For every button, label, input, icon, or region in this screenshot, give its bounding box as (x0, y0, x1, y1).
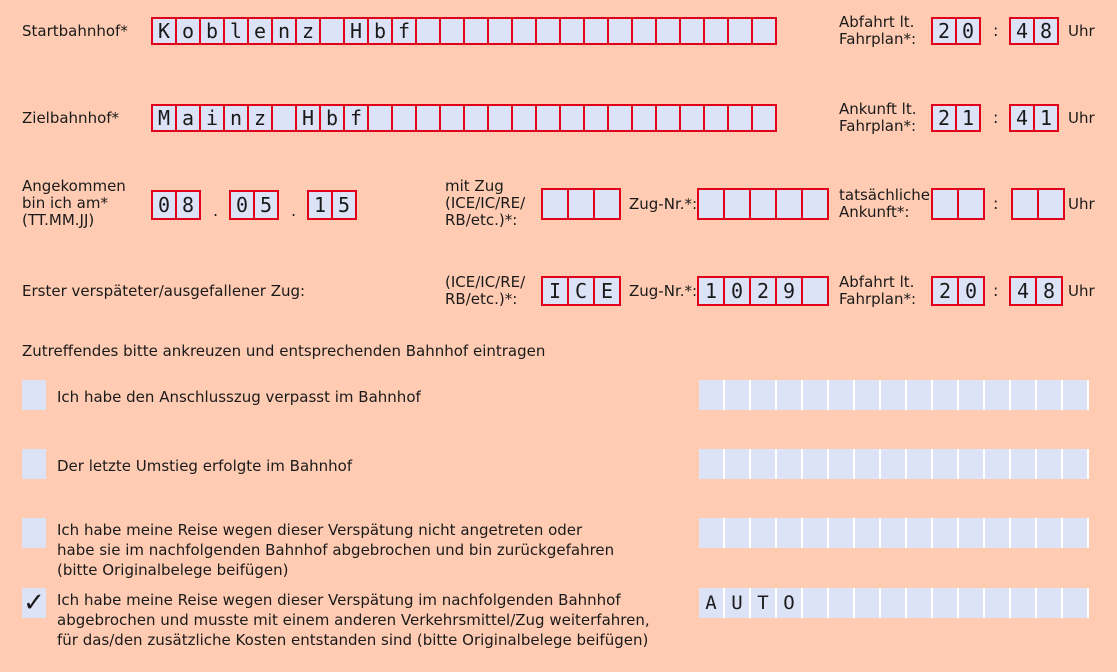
char-cell[interactable]: 0 (955, 17, 981, 45)
destination-arrival-label (839, 101, 917, 135)
char-cell[interactable] (829, 588, 855, 618)
option-checkbox[interactable]: ✓ (23, 588, 45, 618)
destination-arrival-label-line2: Fahrplan*: (839, 117, 917, 135)
char-cell[interactable] (271, 104, 297, 132)
char-cell[interactable] (803, 518, 829, 548)
char-cell[interactable] (855, 518, 881, 548)
char-cell[interactable] (1011, 588, 1037, 618)
char-cell[interactable]: I (541, 276, 569, 306)
char-cell[interactable] (439, 17, 465, 45)
char-cell[interactable]: e (247, 17, 273, 45)
char-cell[interactable] (985, 380, 1011, 410)
actual-arrival-label-line2: Ankunft*: (839, 203, 910, 221)
option-text (57, 590, 650, 650)
char-cell[interactable] (607, 104, 633, 132)
arrival-train-type-input[interactable] (541, 188, 619, 220)
char-cell[interactable] (749, 188, 777, 220)
char-cell[interactable] (679, 104, 705, 132)
arrival-train-type-label-line2: (ICE/IC/RE/ (445, 194, 526, 212)
start-departure-label (839, 14, 916, 48)
char-cell[interactable] (1011, 380, 1037, 410)
char-cell[interactable] (803, 380, 829, 410)
char-cell[interactable]: T (751, 588, 777, 618)
arrival-train-type-label-line3: RB/etc.)*: (445, 211, 518, 229)
char-cell[interactable]: 0 (151, 190, 177, 220)
char-cell[interactable] (959, 518, 985, 548)
option-checkbox[interactable] (22, 380, 46, 410)
start-departure-label-line2: Fahrplan*: (839, 30, 917, 48)
char-cell[interactable]: n (271, 17, 297, 45)
arrival-date-label-line2: bin ich am* (22, 194, 108, 212)
char-cell[interactable] (559, 17, 585, 45)
char-cell[interactable]: f (391, 17, 417, 45)
char-cell[interactable] (803, 449, 829, 479)
char-cell[interactable] (907, 380, 933, 410)
char-cell[interactable] (801, 188, 829, 220)
first-delayed-number-input[interactable] (697, 276, 827, 306)
arrival-train-type-label-line1: mit Zug (445, 177, 504, 195)
char-cell[interactable]: z (295, 17, 321, 45)
char-cell[interactable] (631, 104, 657, 132)
destination-arrival-hour[interactable] (931, 104, 979, 132)
char-cell[interactable] (583, 17, 609, 45)
char-cell[interactable] (463, 17, 489, 45)
char-cell[interactable]: 1 (307, 190, 333, 220)
char-cell[interactable] (751, 104, 777, 132)
char-cell[interactable] (679, 17, 705, 45)
date-dot: . (291, 201, 297, 220)
char-cell[interactable] (1037, 518, 1063, 548)
first-delayed-train-label: Erster verspäteter/ausgefallener Zug: (22, 282, 306, 300)
option-station-input[interactable] (699, 380, 1089, 410)
char-cell[interactable] (607, 17, 633, 45)
char-cell[interactable] (985, 449, 1011, 479)
char-cell[interactable]: E (593, 276, 621, 306)
option-text-line: habe sie im nachfolgenden Bahnhof abgebrochen und bin zurückgefahren (57, 541, 615, 559)
char-cell[interactable]: M (151, 104, 177, 132)
arrival-month-input[interactable] (229, 190, 277, 220)
first-delayed-type-input[interactable] (541, 276, 619, 306)
char-cell[interactable]: 5 (253, 190, 279, 220)
uhr-label: Uhr (1068, 109, 1095, 127)
char-cell[interactable]: O (777, 588, 803, 618)
char-cell[interactable] (415, 17, 441, 45)
char-cell[interactable] (855, 449, 881, 479)
char-cell[interactable] (511, 17, 537, 45)
option-station-input[interactable] (699, 449, 1089, 479)
option-station-input[interactable] (699, 518, 1089, 548)
char-cell[interactable]: C (567, 276, 595, 306)
first-delayed-departure-label-line1: Abfahrt lt. (839, 273, 915, 291)
first-delayed-number-label: Zug-Nr.*: (629, 282, 698, 300)
char-cell[interactable] (487, 17, 513, 45)
char-cell[interactable] (1037, 588, 1063, 618)
char-cell[interactable] (959, 588, 985, 618)
char-cell[interactable]: f (343, 104, 369, 132)
char-cell[interactable] (699, 449, 725, 479)
char-cell[interactable] (727, 17, 753, 45)
actual-arrival-label-line1: tatsächliche (839, 186, 931, 204)
option-text-line: (bitte Originalbelege beifügen) (57, 561, 289, 579)
char-cell[interactable] (751, 518, 777, 548)
char-cell[interactable] (631, 17, 657, 45)
char-cell[interactable] (855, 588, 881, 618)
char-cell[interactable]: 4 (1009, 104, 1035, 132)
char-cell[interactable] (463, 104, 489, 132)
char-cell[interactable] (829, 380, 855, 410)
time-separator: : (993, 281, 999, 300)
char-cell[interactable]: z (247, 104, 273, 132)
actual-arrival-label (839, 187, 930, 221)
char-cell[interactable]: 4 (1009, 276, 1037, 306)
arrival-train-number-input[interactable] (697, 188, 827, 220)
start-station-input[interactable] (151, 17, 775, 45)
char-cell[interactable] (985, 518, 1011, 548)
char-cell[interactable] (907, 518, 933, 548)
char-cell[interactable]: A (699, 588, 725, 618)
char-cell[interactable] (957, 188, 985, 220)
char-cell[interactable]: a (175, 104, 201, 132)
char-cell[interactable]: 8 (1035, 276, 1063, 306)
char-cell[interactable] (881, 380, 907, 410)
char-cell[interactable]: 8 (1033, 17, 1059, 45)
option-text-line: für das/den zusätzliche Kosten entstanden sind (bitte Originalbelege beifügen) (57, 631, 649, 649)
arrival-train-type-label (445, 178, 525, 229)
char-cell[interactable] (725, 449, 751, 479)
char-cell[interactable] (511, 104, 537, 132)
char-cell[interactable]: 1 (955, 104, 981, 132)
arrival-date-label-line3: (TT.MM.JJ) (22, 211, 95, 229)
char-cell[interactable] (931, 188, 959, 220)
char-cell[interactable] (1037, 380, 1063, 410)
actual-arrival-minute[interactable] (1011, 188, 1063, 220)
char-cell[interactable] (777, 380, 803, 410)
actual-arrival-hour[interactable] (931, 188, 983, 220)
char-cell[interactable] (699, 380, 725, 410)
option-text (57, 456, 352, 476)
char-cell[interactable]: 4 (1009, 17, 1035, 45)
char-cell[interactable] (881, 518, 907, 548)
char-cell[interactable]: b (199, 17, 225, 45)
uhr-label: Uhr (1068, 195, 1095, 213)
char-cell[interactable] (933, 449, 959, 479)
time-separator: : (993, 21, 999, 40)
first-delayed-type-label (445, 274, 525, 308)
destination-arrival-minute[interactable] (1009, 104, 1057, 132)
first-delayed-type-label-line1: (ICE/IC/RE/ (445, 273, 526, 291)
char-cell[interactable]: 2 (931, 17, 957, 45)
char-cell[interactable]: 5 (331, 190, 357, 220)
char-cell[interactable] (881, 449, 907, 479)
char-cell[interactable] (487, 104, 513, 132)
first-delayed-departure-minute[interactable] (1009, 276, 1061, 306)
char-cell[interactable] (535, 104, 561, 132)
char-cell[interactable] (751, 17, 777, 45)
time-separator: : (993, 108, 999, 127)
char-cell[interactable] (751, 380, 777, 410)
char-cell[interactable] (655, 104, 681, 132)
char-cell[interactable] (907, 588, 933, 618)
char-cell[interactable] (855, 380, 881, 410)
char-cell[interactable]: 8 (175, 190, 201, 220)
char-cell[interactable]: K (151, 17, 177, 45)
char-cell[interactable]: U (725, 588, 751, 618)
char-cell[interactable] (829, 449, 855, 479)
char-cell[interactable] (933, 380, 959, 410)
char-cell[interactable] (725, 518, 751, 548)
option-text-line: Der letzte Umstieg erfolgte im Bahnhof (57, 457, 353, 475)
option-text (57, 520, 614, 580)
char-cell[interactable] (541, 188, 569, 220)
option-text-line: abgebrochen und musste mit einem anderen Verkehrsmittel/Zug weiterfahren, (57, 611, 650, 629)
char-cell[interactable] (567, 188, 595, 220)
char-cell[interactable]: n (223, 104, 249, 132)
char-cell[interactable] (1011, 518, 1037, 548)
char-cell[interactable] (439, 104, 465, 132)
char-cell[interactable] (933, 518, 959, 548)
char-cell[interactable] (1011, 449, 1037, 479)
char-cell[interactable] (583, 104, 609, 132)
char-cell[interactable] (703, 17, 729, 45)
char-cell[interactable] (723, 188, 751, 220)
char-cell[interactable] (907, 449, 933, 479)
char-cell[interactable] (803, 588, 829, 618)
uhr-label: Uhr (1068, 22, 1095, 40)
char-cell[interactable] (699, 518, 725, 548)
char-cell[interactable]: b (319, 104, 345, 132)
char-cell[interactable] (1063, 588, 1089, 618)
char-cell[interactable] (751, 449, 777, 479)
first-delayed-departure-hour[interactable] (931, 276, 983, 306)
arrival-year-input[interactable] (307, 190, 355, 220)
instructions-text: Zutreffendes bitte ankreuzen und entsprechenden Bahnhof eintragen (22, 342, 546, 360)
option-text-line: Ich habe meine Reise wegen dieser Verspätung nicht angetreten oder (57, 521, 583, 539)
char-cell[interactable]: 2 (749, 276, 777, 306)
char-cell[interactable]: 1 (697, 276, 725, 306)
start-departure-hour[interactable] (931, 17, 979, 45)
char-cell[interactable] (959, 449, 985, 479)
char-cell[interactable] (1037, 188, 1065, 220)
char-cell[interactable]: H (343, 17, 369, 45)
char-cell[interactable] (725, 380, 751, 410)
char-cell[interactable]: o (175, 17, 201, 45)
arrival-train-number-label: Zug-Nr.*: (629, 195, 698, 213)
char-cell[interactable] (415, 104, 441, 132)
char-cell[interactable] (777, 518, 803, 548)
option-text-line: Ich habe meine Reise wegen dieser Verspätung im nachfolgenden Bahnhof (57, 591, 621, 609)
arrival-date-label-line1: Angekommen (22, 177, 126, 195)
char-cell[interactable] (1063, 380, 1089, 410)
char-cell[interactable] (985, 588, 1011, 618)
char-cell[interactable] (1063, 449, 1089, 479)
char-cell[interactable]: 0 (957, 276, 985, 306)
start-departure-minute[interactable] (1009, 17, 1057, 45)
option-checkbox[interactable] (22, 518, 46, 548)
char-cell[interactable] (801, 276, 829, 306)
char-cell[interactable] (829, 518, 855, 548)
char-cell[interactable]: H (295, 104, 321, 132)
date-dot: . (213, 201, 219, 220)
arrival-date-label (22, 178, 126, 229)
option-text (57, 387, 421, 407)
char-cell[interactable] (391, 104, 417, 132)
char-cell[interactable] (1037, 449, 1063, 479)
destination-station-label: Zielbahnhof* (22, 109, 120, 127)
start-departure-label-line1: Abfahrt lt. (839, 13, 915, 31)
destination-station-input[interactable] (151, 104, 775, 132)
destination-arrival-label-line1: Ankunft lt. (839, 100, 917, 118)
char-cell[interactable] (1011, 188, 1039, 220)
arrival-day-input[interactable] (151, 190, 199, 220)
char-cell[interactable] (959, 380, 985, 410)
first-delayed-departure-label (839, 274, 916, 308)
char-cell[interactable] (655, 17, 681, 45)
char-cell[interactable]: 9 (775, 276, 803, 306)
char-cell[interactable] (933, 588, 959, 618)
char-cell[interactable] (1063, 518, 1089, 548)
char-cell[interactable] (775, 188, 803, 220)
char-cell[interactable]: 1 (1033, 104, 1059, 132)
char-cell[interactable]: i (199, 104, 225, 132)
option-station-input[interactable] (699, 588, 1089, 618)
char-cell[interactable]: b (367, 17, 393, 45)
first-delayed-type-label-line2: RB/etc.)*: (445, 290, 518, 308)
char-cell[interactable] (535, 17, 561, 45)
char-cell[interactable] (367, 104, 393, 132)
char-cell[interactable]: 0 (723, 276, 751, 306)
uhr-label: Uhr (1068, 282, 1095, 300)
char-cell[interactable] (319, 17, 345, 45)
char-cell[interactable] (559, 104, 585, 132)
char-cell[interactable]: l (223, 17, 249, 45)
time-separator: : (993, 194, 999, 213)
char-cell[interactable]: 0 (229, 190, 255, 220)
option-text-line: Ich habe den Anschlusszug verpasst im Bahnhof (57, 388, 421, 406)
char-cell[interactable] (703, 104, 729, 132)
char-cell[interactable] (881, 588, 907, 618)
char-cell[interactable]: 2 (931, 104, 957, 132)
char-cell[interactable] (593, 188, 621, 220)
char-cell[interactable] (777, 449, 803, 479)
char-cell[interactable] (697, 188, 725, 220)
char-cell[interactable] (727, 104, 753, 132)
char-cell[interactable]: 2 (931, 276, 959, 306)
first-delayed-departure-label-line2: Fahrplan*: (839, 290, 917, 308)
start-station-label: Startbahnhof* (22, 22, 128, 40)
option-checkbox[interactable] (22, 449, 46, 479)
